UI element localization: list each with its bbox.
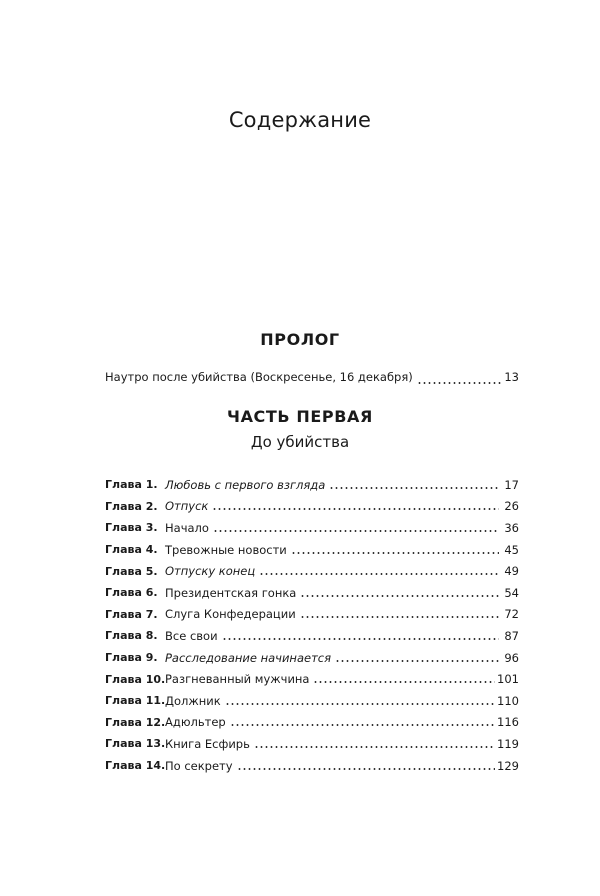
prologue-entry-page: 13 — [504, 370, 519, 384]
chapter-page-number: 45 — [504, 542, 519, 557]
toc-entry[interactable] — [105, 668, 519, 690]
leader-dots — [329, 487, 499, 489]
chapter-title: По секрету — [165, 758, 233, 773]
chapter-label: Глава 7. — [105, 607, 158, 621]
toc-entry[interactable] — [105, 496, 519, 518]
toc-entry[interactable] — [105, 647, 519, 669]
leader-dots — [417, 382, 503, 384]
chapter-label: Глава 2. — [105, 499, 158, 513]
toc-entry[interactable] — [105, 582, 519, 604]
leader-dots — [335, 660, 499, 662]
chapter-label: Глава 3. — [105, 521, 158, 535]
toc-entry[interactable] — [105, 690, 519, 712]
chapter-title: Книга Есфирь — [165, 736, 250, 751]
chapter-label: Глава 9. — [105, 651, 158, 665]
chapter-page-number: 54 — [504, 585, 519, 600]
chapter-label: Глава 4. — [105, 543, 158, 557]
leader-dots — [212, 508, 499, 510]
chapter-title: Отпуск — [165, 499, 209, 514]
chapter-page-number: 36 — [504, 520, 519, 535]
chapter-title: Разгневанный мужчина — [165, 672, 310, 687]
chapter-title: Адюльтер — [165, 715, 226, 730]
leader-dots — [230, 724, 495, 726]
chapter-list — [105, 474, 519, 776]
toc-entry[interactable] — [105, 625, 519, 647]
toc-entry[interactable] — [105, 712, 519, 734]
chapter-page-number: 17 — [504, 477, 519, 492]
chapter-page-number: 110 — [497, 693, 519, 708]
chapter-label: Глава 13. — [105, 737, 166, 751]
chapter-page-number: 96 — [504, 650, 519, 665]
chapter-title: Начало — [165, 520, 209, 535]
toc-entry[interactable] — [105, 517, 519, 539]
part-one-subtitle: До убийства — [250, 433, 350, 451]
toc-entry[interactable] — [105, 474, 519, 496]
chapter-title: Должник — [165, 693, 221, 708]
chapter-page-number: 119 — [497, 736, 519, 751]
chapter-page-number: 72 — [504, 607, 519, 622]
chapter-label: Глава 10. — [105, 672, 166, 686]
chapter-page-number: 49 — [504, 564, 519, 579]
leader-dots — [300, 616, 499, 618]
toc-entry[interactable] — [105, 560, 519, 582]
chapter-title: Слуга Конфедерации — [165, 607, 296, 622]
leader-dots — [300, 595, 499, 597]
toc-entry[interactable] — [105, 604, 519, 626]
prologue-entry-title: Наутро после убийства (Воскресенье, 16 декабря) — [105, 370, 413, 384]
chapter-page-number: 116 — [497, 715, 519, 730]
chapter-page-number: 87 — [504, 628, 519, 643]
chapter-page-number: 26 — [504, 499, 519, 514]
leader-dots — [313, 681, 495, 683]
chapter-page-number: 129 — [497, 758, 519, 773]
chapter-label: Глава 14. — [105, 759, 166, 773]
prologue-heading: ПРОЛОГ — [260, 330, 340, 349]
chapter-label: Глава 8. — [105, 629, 158, 643]
chapter-title: Тревожные новости — [165, 542, 287, 557]
chapter-label: Глава 6. — [105, 586, 158, 600]
leader-dots — [237, 768, 495, 770]
leader-dots — [213, 530, 499, 532]
toc-entry[interactable] — [105, 733, 519, 755]
toc-entry[interactable] — [105, 755, 519, 777]
chapter-label: Глава 1. — [105, 478, 158, 492]
chapter-page-number: 101 — [497, 672, 519, 687]
toc-entry[interactable] — [105, 539, 519, 561]
chapter-label: Глава 12. — [105, 715, 166, 729]
leader-dots — [225, 703, 495, 705]
part-one-heading: ЧАСТЬ ПЕРВАЯ — [227, 407, 373, 426]
leader-dots — [222, 638, 499, 640]
prologue-entry[interactable] — [105, 370, 519, 388]
leader-dots — [291, 552, 499, 554]
chapter-title: Президентская гонка — [165, 585, 297, 600]
leader-dots — [254, 746, 495, 748]
chapter-title: Любовь с первого взгляда — [165, 477, 326, 492]
chapter-title: Отпуску конец — [165, 564, 256, 579]
chapter-title: Все свои — [165, 628, 218, 643]
chapter-label: Глава 11. — [105, 694, 166, 708]
page-title: Содержание — [228, 108, 372, 132]
chapter-title: Расследование начинается — [165, 650, 332, 665]
chapter-label: Глава 5. — [105, 564, 158, 578]
leader-dots — [259, 573, 499, 575]
